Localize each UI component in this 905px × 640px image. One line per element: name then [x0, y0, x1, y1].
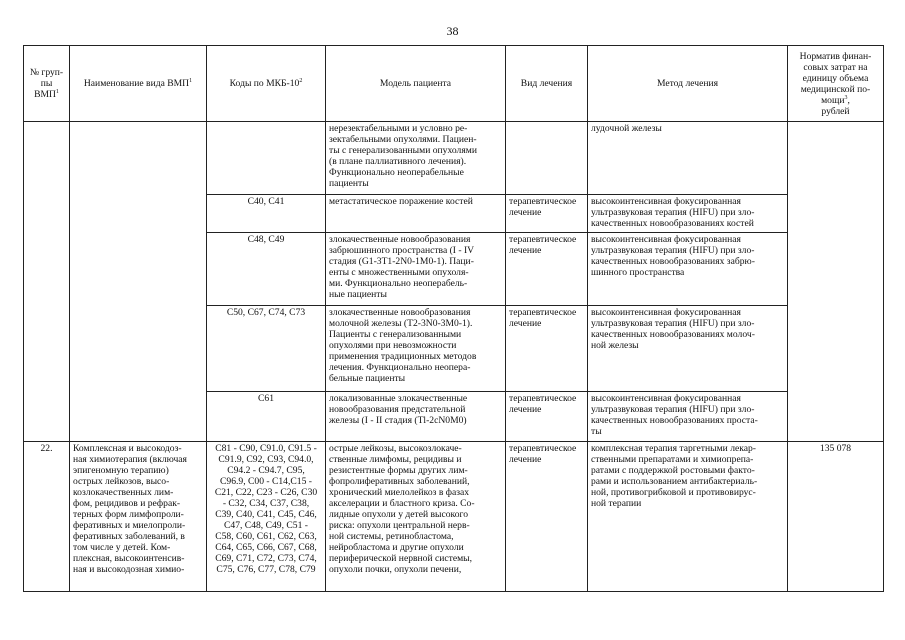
cell-type: терапевтическое лечение — [506, 306, 588, 392]
cell-codes: С61 — [207, 392, 326, 442]
page-number: 38 — [446, 24, 459, 38]
cell-method: лудочной железы — [588, 122, 788, 195]
header-financing: Норматив финан- совых затрат на единицу объема медицинской по- мощи$^3$, рублей — [788, 46, 884, 122]
cell-codes: С50, С67, С74, С73 — [207, 306, 326, 392]
header-icd-codes: Коды по МКБ-$10^2$ — [207, 46, 326, 122]
cell-type: терапевтическое лечение — [506, 442, 588, 592]
cell-group: 22. — [24, 442, 70, 592]
cell-codes: С40, С41 — [207, 195, 326, 233]
header-treatment-method: Метод лечения — [588, 46, 788, 122]
vmp-table — [23, 45, 884, 592]
table-row — [24, 442, 884, 592]
cell-cost: 135 078 — [788, 442, 884, 592]
cell-method: комплексная терапия таргетными лекар- ственными препаратами и химиопрепа- ратами с поддержкой ростовыми факто- рами и использованием антибактериаль- ной, противогрибковой и противовирус- ной терапии — [588, 442, 788, 592]
cell-model: локализованные злокачественные новообразования предстательной железы (I - II стадия (Tl-2cN0M0) — [326, 392, 506, 442]
header-group-no: № груп- пы ВМП$^1$ — [24, 46, 70, 122]
cell-model: острые лейкозы, высокозлокаче- ственные лимфомы, рецидивы и резистентные формы других лим- фопролиферативных заболеваний, хронический миелолейкоз в фазах акселерации и бластного криза. Со- лидные опухоли у детей высокого риска: опухоли центральной нерв- ной системы, ретинобластома, нейробластома и другие опухоли периферической нервной системы, опухоли почки, опухоли печени, — [326, 442, 506, 592]
cell-method: высокоинтенсивная фокусированная ультразвуковая терапия (HIFU) при зло- качественных новообразованиях проста- ты — [588, 392, 788, 442]
cell-method: высокоинтенсивная фокусированная ультразвуковая терапия (HIFU) при зло- качественных новообразованиях забрю- шинного пространства — [588, 233, 788, 306]
cell-model: метастатическое поражение костей — [326, 195, 506, 233]
cell-vmp-name: Комплексная и высокодоз- ная химиотерапия (включая эпигеномную терапию) острых лейкозов, высо- козлокачественных лим- фом, рецидивов и рефрак- терных форм лимфопроли- феративных и миелопроли- феративных заболеваний, в том числе у детей. Ком- плексная, высокоинтенсив- ная и высокодозная химио- — [70, 442, 207, 592]
cell-codes — [207, 122, 326, 195]
cell-codes: С48, С49 — [207, 233, 326, 306]
cell-model: злокачественные новообразования забрюшинного пространства (I - IV стадия (G1-3T1-2N0-1M0-1). Паци- енты с множественными опухоля- ми. Функционально неоперабель- ные пациенты — [326, 233, 506, 306]
cell-type: терапевтическое лечение — [506, 195, 588, 233]
header-treatment-type: Вид лечения — [506, 46, 588, 122]
cell-method: высокоинтенсивная фокусированная ультразвуковая терапия (HIFU) при зло- качественных новообразованиях молоч- ной железы — [588, 306, 788, 392]
cell-type — [506, 122, 588, 195]
cell-cost — [788, 122, 884, 442]
cell-method: высокоинтенсивная фокусированная ультразвуковая терапия (HIFU) при зло- качественных новообразованиях костей — [588, 195, 788, 233]
cell-type: терапевтическое лечение — [506, 392, 588, 442]
header-vmp-name: Наименование вида ВМП$^1$ — [70, 46, 207, 122]
cell-codes: С81 - С90, С91.0, С91.5 - С91.9, С92, С93, С94.0, С94.2 - С94.7, С95, С96.9, С00 - С14,С15 - С21, С22, С23 - С26, С30 - С32, С34, С37, С38, С39, С40, С41, С45, С46, С47, С48, С49, С51 - С58, С60, С61, С62, С63, С64, С65, С66, С67, С68, С69, С71, С72, С73, С74, С75, С76, С77, С78, С79 — [207, 442, 326, 592]
cell-vmp-name — [70, 122, 207, 442]
cell-model: нерезектабельными и условно ре- зектабельными опухолями. Пациен- ты с генерализованными опухолями (в плане паллиативного лечения). Функционально неоперабельные пациенты — [326, 122, 506, 195]
cell-group — [24, 122, 70, 442]
table-row — [24, 122, 884, 195]
header-patient-model: Модель пациента — [326, 46, 506, 122]
cell-model: злокачественные новообразования молочной железы (T2-3N0-3M0-1). Пациенты с генерализованными опухолями при невозможности применения традиционных методов лечения. Функционально неопера- бельные пациенты — [326, 306, 506, 392]
header-row — [24, 46, 884, 122]
cell-type: терапевтическое лечение — [506, 233, 588, 306]
